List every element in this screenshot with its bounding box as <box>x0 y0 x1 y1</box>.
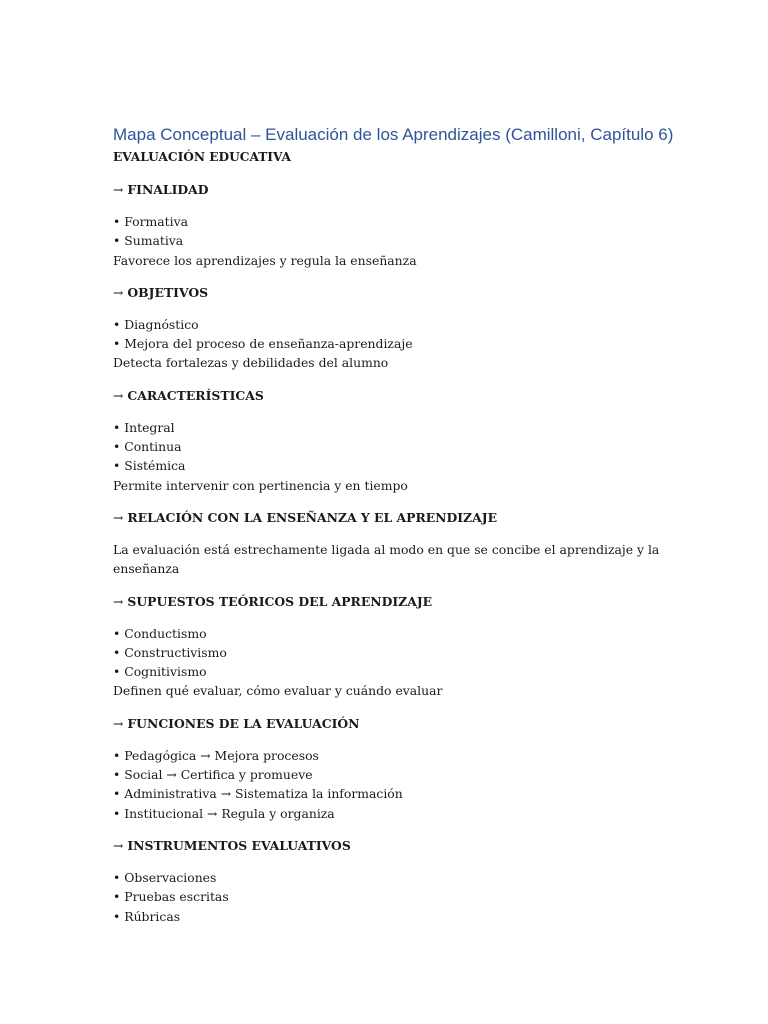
list-item: • Rúbricas <box>113 908 181 924</box>
list-item: • Observaciones <box>113 869 217 885</box>
section-heading <box>113 508 673 527</box>
section-relacion <box>113 508 673 579</box>
page-title: Mapa Conceptual – Evaluación de los Aprendizajes (Camilloni, Capítulo 6) <box>113 125 674 144</box>
document-content <box>113 122 673 939</box>
section-heading <box>113 714 673 733</box>
list-item: • Continua <box>113 439 182 455</box>
arrow-icon: → <box>113 284 124 300</box>
section-objetivos <box>113 283 673 373</box>
arrow-icon: → <box>113 593 124 609</box>
section-supuestos <box>113 592 673 701</box>
section-heading-label: INSTRUMENTOS EVALUATIVOS <box>127 837 351 853</box>
list-item: • Pruebas escritas <box>113 889 229 905</box>
section-heading <box>113 836 673 855</box>
section-heading-label: RELACIÓN CON LA ENSEÑANZA Y EL APRENDIZAJE <box>127 509 498 525</box>
arrow-icon: → <box>113 509 124 525</box>
list-item: • Cognitivismo <box>113 664 207 680</box>
list-item: • Social → Certifica y promueve <box>113 767 313 783</box>
arrow-icon: → <box>113 182 124 197</box>
list-item: • Diagnóstico <box>113 316 199 332</box>
section-funciones <box>113 714 673 823</box>
section-heading-label: CARACTERÍSTICAS <box>127 387 264 403</box>
list-item: • Constructivismo <box>113 644 227 660</box>
arrow-icon: → <box>113 387 124 403</box>
section-heading <box>113 592 673 611</box>
section-heading <box>113 386 673 405</box>
list-item: • Pedagógica → Mejora procesos <box>113 747 319 763</box>
document-subtitle: EVALUACIÓN EDUCATIVA <box>113 150 291 164</box>
section-finalidad <box>113 180 673 270</box>
section-heading-label: SUPUESTOS TEÓRICOS DEL APRENDIZAJE <box>127 593 433 609</box>
list-item: • Integral <box>113 419 175 435</box>
section-heading-label: OBJETIVOS <box>127 284 209 300</box>
arrow-icon: → <box>113 715 124 731</box>
list-item: • Formativa <box>113 214 189 229</box>
section-heading-label: FUNCIONES DE LA EVALUACIÓN <box>127 715 360 731</box>
section-caracteristicas <box>113 386 673 495</box>
section-instrumentos <box>113 836 673 926</box>
section-summary: Permite intervenir con pertinencia y en tiempo <box>113 477 408 493</box>
section-summary: Detecta fortalezas y debilidades del alumno <box>113 355 389 371</box>
list-item: • Conductismo <box>113 625 207 641</box>
section-heading <box>113 180 673 199</box>
arrow-icon: → <box>113 837 124 853</box>
list-item: • Institucional → Regula y organiza <box>113 805 335 821</box>
list-item: • Sistémica <box>113 458 186 474</box>
list-item: • Sumativa <box>113 233 184 249</box>
section-heading <box>113 283 673 302</box>
list-item: • Administrativa → Sistematiza la información <box>113 786 403 802</box>
section-summary: Definen qué evaluar, cómo evaluar y cuándo evaluar <box>113 683 443 699</box>
section-heading-label: FINALIDAD <box>127 182 209 197</box>
list-item: • Mejora del proceso de enseñanza-aprendizaje <box>113 336 413 352</box>
section-summary: Favorece los aprendizajes y regula la enseñanza <box>113 252 417 268</box>
section-paragraph: La evaluación está estrechamente ligada al modo en que se concibe el aprendizaje y la enseñanza <box>113 541 660 577</box>
